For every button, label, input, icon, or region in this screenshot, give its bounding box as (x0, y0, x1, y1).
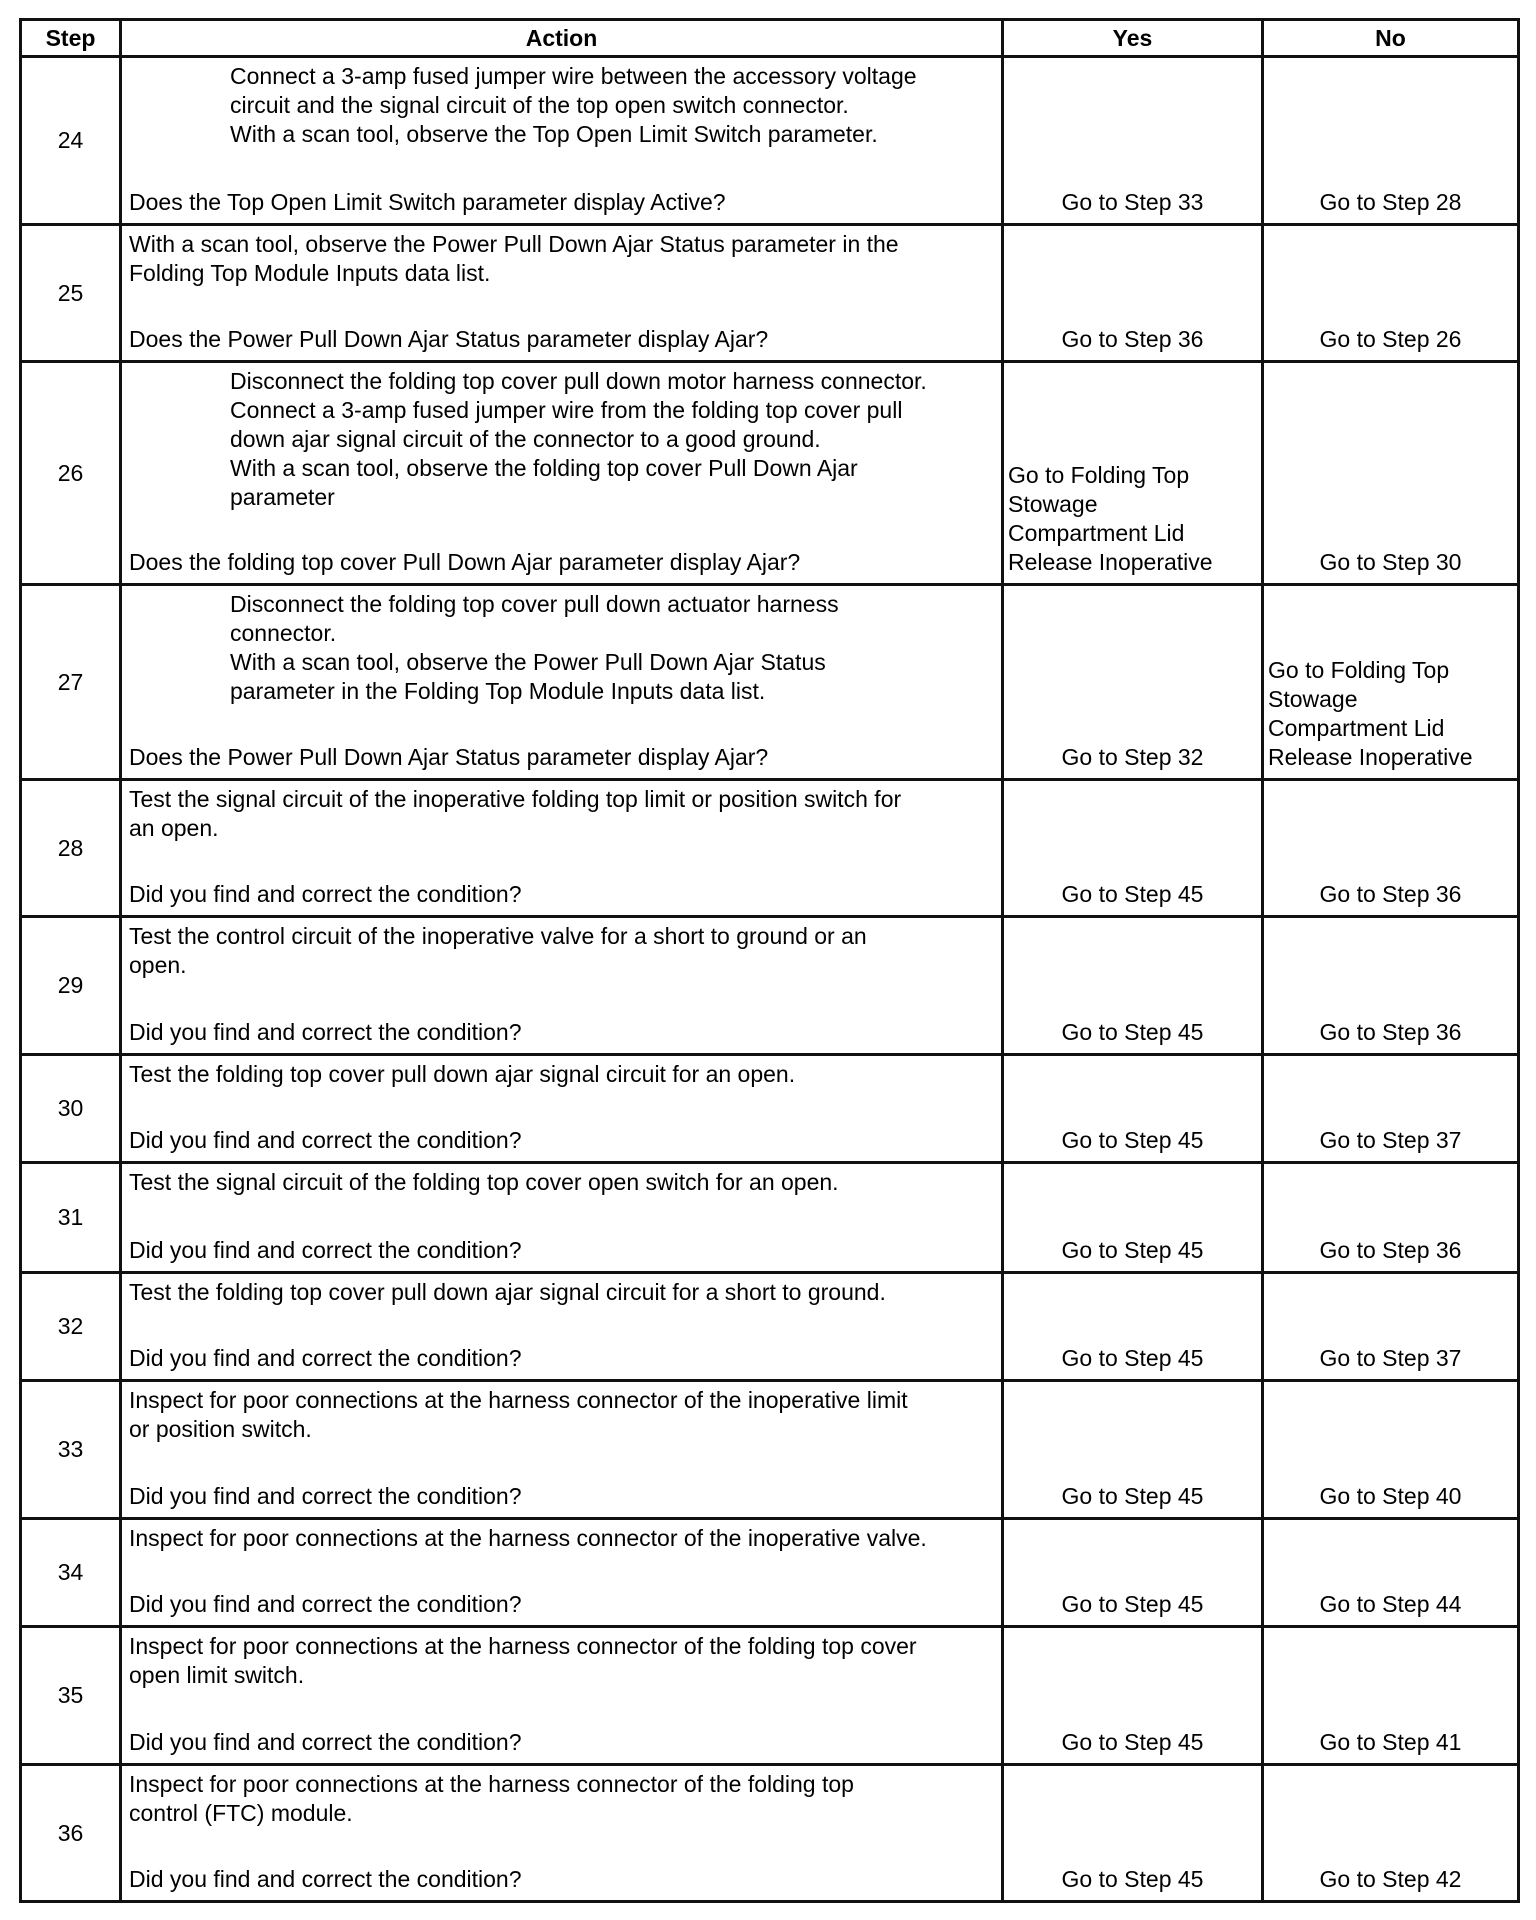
no-result (1263, 780, 1519, 917)
no-result-text: Go to Step 36 (1319, 1237, 1462, 1263)
action-procedure: Test the signal circuit of the inoperative folding top limit or position switch for an open. (129, 786, 902, 841)
step-number: 28 (21, 780, 121, 917)
no-result (1263, 362, 1519, 585)
action-procedure: Inspect for poor connections at the harness connector of the folding top cover open limit switch. (129, 1633, 917, 1688)
yes-result (1003, 362, 1263, 585)
yes-result (1003, 585, 1263, 780)
no-result (1263, 1765, 1519, 1902)
yes-result-text: Go to Step 45 (1061, 1866, 1204, 1892)
header-yes: Yes (1003, 20, 1263, 57)
action-procedure: Connect a 3-amp fused jumper wire between the accessory voltage circuit and the signal circuit of the top open switch connector. With a scan tool, observe the Top Open Limit Switch parameter. (230, 63, 917, 147)
action-cell (121, 362, 1003, 585)
yes-result-text: Go to Step 45 (1061, 1345, 1204, 1371)
yes-result (1003, 1627, 1263, 1765)
no-result-text: Go to Step 40 (1319, 1483, 1462, 1509)
action-cell (121, 1273, 1003, 1381)
action-cell (121, 585, 1003, 780)
action-question: Did you find and correct the condition? (129, 1127, 522, 1153)
table-row (21, 917, 1519, 1055)
yes-result-text: Go to Step 32 (1061, 744, 1204, 770)
yes-result-text: Go to Step 45 (1061, 1729, 1204, 1755)
action-procedure: Test the folding top cover pull down ajar signal circuit for a short to ground. (129, 1279, 886, 1305)
yes-result (1003, 1273, 1263, 1381)
action-procedure: Inspect for poor connections at the harness connector of the inoperative valve. (129, 1525, 927, 1551)
header-no: No (1263, 20, 1519, 57)
table-row (21, 1381, 1519, 1519)
no-result-text: Go to Step 37 (1319, 1345, 1462, 1371)
no-result (1263, 1055, 1519, 1163)
no-result-text: Go to Step 41 (1319, 1729, 1462, 1755)
step-number: 32 (21, 1273, 121, 1381)
action-cell (121, 1627, 1003, 1765)
action-cell (121, 225, 1003, 362)
no-result (1263, 225, 1519, 362)
action-question: Does the Power Pull Down Ajar Status parameter display Ajar? (129, 744, 769, 770)
header-action: Action (121, 20, 1003, 57)
step-number: 31 (21, 1163, 121, 1273)
yes-result-text: Go to Step 33 (1061, 189, 1204, 215)
yes-result-text: Go to Folding Top Stowage Compartment Lid Release Inoperative (1008, 462, 1213, 575)
yes-result (1003, 1163, 1263, 1273)
action-procedure: With a scan tool, observe the Power Pull Down Ajar Status parameter in the Folding Top Module Inputs data list. (129, 231, 899, 286)
no-result-text: Go to Folding Top Stowage Compartment Lid Release Inoperative (1268, 657, 1473, 770)
yes-result (1003, 1519, 1263, 1627)
yes-result (1003, 780, 1263, 917)
header-row (21, 20, 1519, 57)
action-question: Did you find and correct the condition? (129, 1345, 522, 1371)
table-row (21, 1163, 1519, 1273)
no-result-text: Go to Step 42 (1319, 1866, 1462, 1892)
no-result-text: Go to Step 28 (1319, 189, 1462, 215)
no-result (1263, 1381, 1519, 1519)
no-result (1263, 917, 1519, 1055)
no-result (1263, 585, 1519, 780)
header-step: Step (21, 20, 121, 57)
action-cell (121, 1519, 1003, 1627)
action-cell (121, 780, 1003, 917)
yes-result-text: Go to Step 45 (1061, 1237, 1204, 1263)
yes-result-text: Go to Step 45 (1061, 1483, 1204, 1509)
action-question: Did you find and correct the condition? (129, 1591, 522, 1617)
no-result-text: Go to Step 36 (1319, 881, 1462, 907)
step-number: 25 (21, 225, 121, 362)
table-row (21, 225, 1519, 362)
action-question: Did you find and correct the condition? (129, 1729, 522, 1755)
yes-result (1003, 57, 1263, 225)
action-question: Does the folding top cover Pull Down Ajar parameter display Ajar? (129, 549, 801, 575)
yes-result (1003, 917, 1263, 1055)
no-result (1263, 57, 1519, 225)
action-cell (121, 1381, 1003, 1519)
action-procedure: Disconnect the folding top cover pull down actuator harness connector. With a scan tool, observe the Power Pull Down Ajar Status parameter in the Folding Top Module Inputs data list. (230, 591, 839, 704)
yes-result-text: Go to Step 45 (1061, 881, 1204, 907)
action-question: Did you find and correct the condition? (129, 1866, 522, 1892)
no-result-text: Go to Step 26 (1319, 326, 1462, 352)
action-cell (121, 1163, 1003, 1273)
step-number: 33 (21, 1381, 121, 1519)
action-procedure: Inspect for poor connections at the harness connector of the inoperative limit or position switch. (129, 1387, 908, 1442)
action-cell (121, 1055, 1003, 1163)
yes-result (1003, 1381, 1263, 1519)
no-result-text: Go to Step 37 (1319, 1127, 1462, 1153)
no-result (1263, 1163, 1519, 1273)
action-question: Did you find and correct the condition? (129, 1019, 522, 1045)
action-question: Did you find and correct the condition? (129, 1237, 522, 1263)
no-result-text: Go to Step 30 (1319, 549, 1462, 575)
yes-result-text: Go to Step 36 (1061, 326, 1204, 352)
action-question: Did you find and correct the condition? (129, 1483, 522, 1509)
step-number: 35 (21, 1627, 121, 1765)
no-result (1263, 1519, 1519, 1627)
table-row (21, 1627, 1519, 1765)
table-row (21, 1765, 1519, 1902)
table-row (21, 362, 1519, 585)
action-procedure: Test the folding top cover pull down ajar signal circuit for an open. (129, 1061, 796, 1087)
table-row (21, 1273, 1519, 1381)
step-number: 26 (21, 362, 121, 585)
table-row (21, 57, 1519, 225)
yes-result (1003, 225, 1263, 362)
table-row (21, 1519, 1519, 1627)
step-number: 29 (21, 917, 121, 1055)
yes-result-text: Go to Step 45 (1061, 1591, 1204, 1617)
action-procedure: Inspect for poor connections at the harness connector of the folding top control (FTC) module. (129, 1771, 854, 1826)
action-question: Does the Power Pull Down Ajar Status parameter display Ajar? (129, 326, 769, 352)
no-result (1263, 1627, 1519, 1765)
step-number: 30 (21, 1055, 121, 1163)
action-question: Does the Top Open Limit Switch parameter display Active? (129, 189, 726, 215)
step-number: 34 (21, 1519, 121, 1627)
table-row (21, 780, 1519, 917)
action-procedure: Test the control circuit of the inoperative valve for a short to ground or an open. (129, 923, 867, 978)
yes-result (1003, 1055, 1263, 1163)
table-row (21, 1055, 1519, 1163)
diagnostic-table (19, 18, 1520, 1903)
action-cell (121, 1765, 1003, 1902)
action-cell (121, 57, 1003, 225)
action-cell (121, 917, 1003, 1055)
yes-result-text: Go to Step 45 (1061, 1127, 1204, 1153)
action-question: Did you find and correct the condition? (129, 881, 522, 907)
no-result (1263, 1273, 1519, 1381)
table-row (21, 585, 1519, 780)
yes-result-text: Go to Step 45 (1061, 1019, 1204, 1045)
step-number: 27 (21, 585, 121, 780)
action-procedure: Test the signal circuit of the folding top cover open switch for an open. (129, 1169, 839, 1195)
step-number: 24 (21, 57, 121, 225)
action-procedure: Disconnect the folding top cover pull down motor harness connector. Connect a 3-amp fused jumper wire from the folding top cover pull down ajar signal circuit of the connector to a good ground. With a scan tool, observe the folding top cover Pull Down Ajar parameter (230, 368, 927, 510)
no-result-text: Go to Step 36 (1319, 1019, 1462, 1045)
step-number: 36 (21, 1765, 121, 1902)
yes-result (1003, 1765, 1263, 1902)
no-result-text: Go to Step 44 (1319, 1591, 1462, 1617)
